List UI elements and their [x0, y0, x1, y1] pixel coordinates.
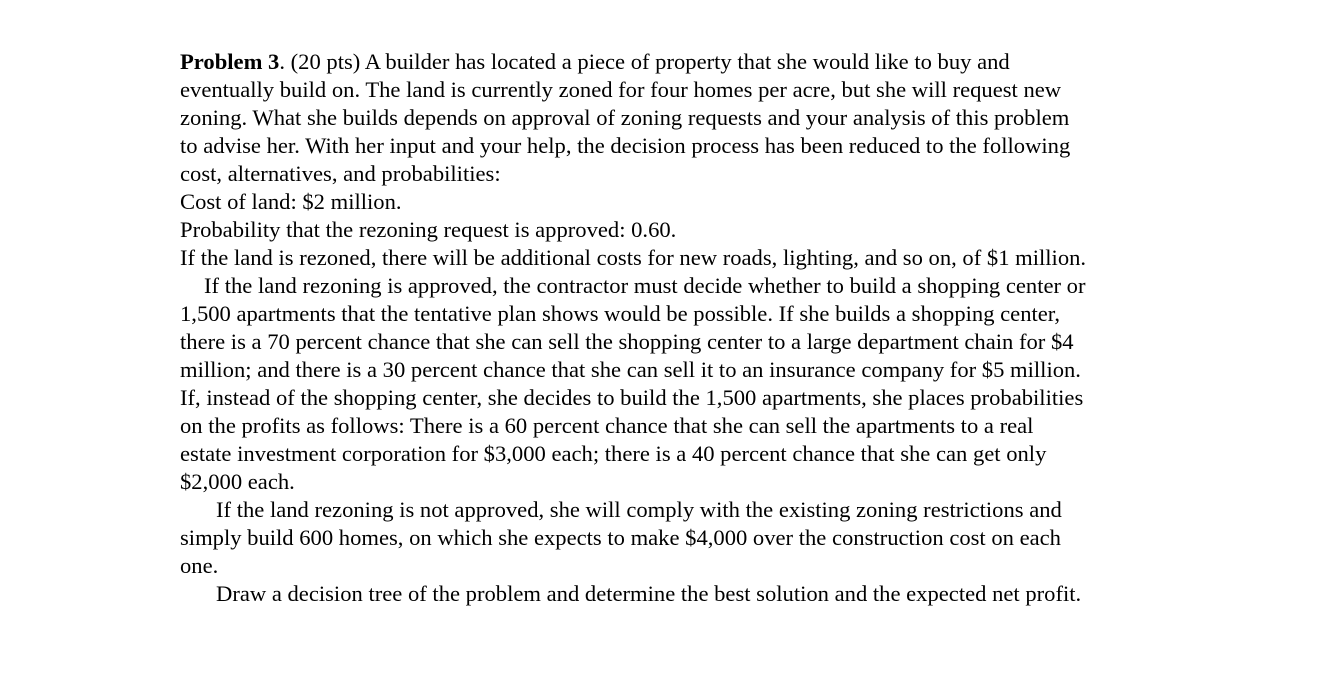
- task-paragraph: Draw a decision tree of the problem and determine the best solution and the expected net profit.: [216, 581, 1082, 606]
- problem-intro-text: . (20 pts) A builder has located a piece of property that she would like to buy and eventually build on. The land is currently zoned for four homes per acre, but she will request new zoning. What she builds depends on approval of zoning requests and your analysis of this problem to advise her. With her input and your help, the decision process has been reduced to the following cost, alternatives, and probabilities:: [180, 49, 1071, 186]
- cost-of-land-line: Cost of land: $2 million.: [180, 189, 402, 214]
- approved-paragraph: If the land rezoning is approved, the contractor must decide whether to build a shopping center or 1,500 apartments that the tentative plan shows would be possible. If she builds a shopping center, there is a 70 percent chance that she can sell the shopping center to a large department chain for $4 million; and there is a 30 percent chance that she can sell it to an insurance company for $5 million. If, instead of the shopping center, she decides to build the 1,500 apartments, she places probabilities on the profits as follows: There is a 60 percent chance that she can sell the apartments to a real estate investment corporation for $3,000 each; there is a 40 percent chance that she can get only $2,000 each.: [180, 273, 1086, 494]
- problem-document: [180, 48, 1090, 608]
- problem-intro-paragraph: [180, 48, 1090, 188]
- additional-costs-line: If the land is rezoned, there will be additional costs for new roads, lighting, and so on, of $1 million.: [180, 245, 1087, 270]
- not-approved-paragraph: If the land rezoning is not approved, she will comply with the existing zoning restrictions and simply build 600 homes, on which she expects to make $4,000 over the construction cost on each one.: [180, 497, 1062, 578]
- problem-label: Problem 3: [180, 49, 280, 74]
- probability-approved-line: Probability that the rezoning request is approved: 0.60.: [180, 217, 677, 242]
